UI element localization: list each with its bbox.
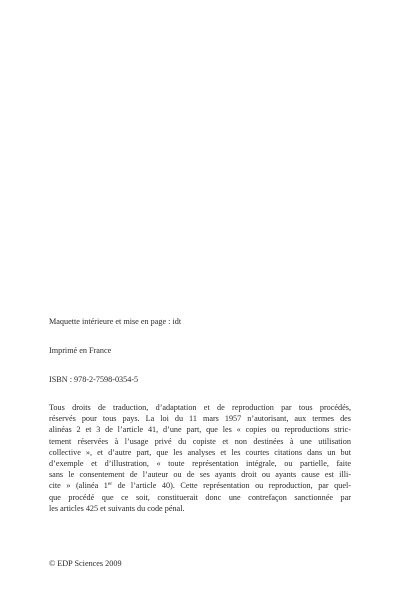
legal-line: les articles 425 et suivants du code pénal. xyxy=(49,503,185,513)
legal-line: sans le consentement de l’auteur ou de ses ayants droit ou ayants cause est illi- xyxy=(49,470,351,480)
layout-credit: Maquette intérieure et mise en page : idt xyxy=(49,317,182,326)
ordinal-superscript: er xyxy=(107,481,113,488)
legal-line: alinéas 2 et 3 de l’article 41, d’une part, que les « copies ou reproductions stric- xyxy=(49,425,351,435)
legal-line-part: de l’article 40). Cette représentation ou reproduction, par quel- xyxy=(112,481,351,491)
legal-line: que procédé que ce soit, constituerait donc une contrefaçon sanctionnée par xyxy=(49,492,351,502)
isbn: ISBN : 978-2-7598-0354-5 xyxy=(49,375,139,384)
legal-line: collective », et d’autre part, que les analyses et les courtes citations dans un but xyxy=(49,447,351,457)
copyright-notice: © EDP Sciences 2009 xyxy=(49,559,122,568)
legal-line: Tous droits de traduction, d’adaptation et de reproduction par tous procédés, xyxy=(49,403,351,412)
legal-line: tement réservées à l’usage privé du copiste et non destinées à une utilisation xyxy=(49,436,351,446)
legal-line-part: cite » (alinéa 1 xyxy=(49,481,108,491)
legal-line: réservés pour tous pays. La loi du 11 mars 1957 n’autorisant, aux termes des xyxy=(49,414,351,424)
legal-line: d’exemple et d’illustration, « toute représentation intégrale, ou partielle, faite xyxy=(49,458,351,468)
printed-in-notice: Imprimé en France xyxy=(49,346,112,355)
legal-line xyxy=(49,480,351,491)
legal-notice xyxy=(49,402,351,514)
